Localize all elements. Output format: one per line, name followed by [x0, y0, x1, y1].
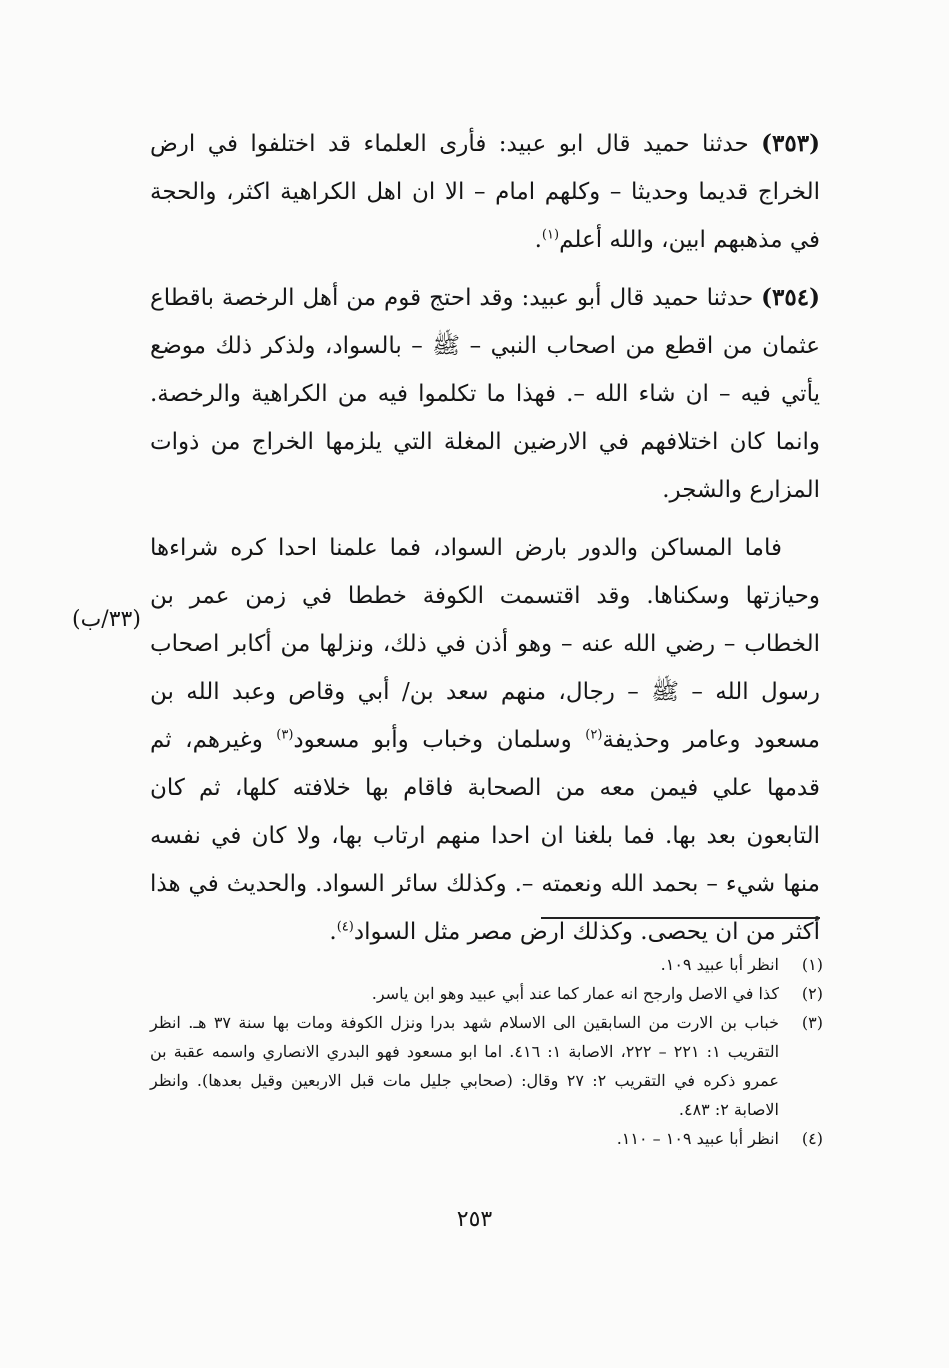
paragraph-text: وغيرهم، ثم قدمها علي فيمن معه من الصحابة فاقام بها خلافته كلها، ثم كان التابعون بعد بها. فما بلغنا ان احدا منهم ارتاب بها، ولا كان في نفسه منها شيء – بحمد الله ونعمته –. وكذلك سائر السواد. والحديث في هذا أكثر من ان يحصى. وكذلك ارض مصر مثل السواد	[150, 727, 820, 945]
footnote	[150, 1008, 823, 1124]
paragraph-continuation	[150, 524, 820, 956]
paragraph-number: (٣٥٣)	[761, 130, 820, 157]
footnote-ref: (١)	[541, 227, 560, 243]
footnote-ref: (٣)	[276, 727, 294, 743]
footnote-text: انظر أبا عبيد ١٠٩.	[660, 955, 779, 974]
footnote-text: كذا في الاصل وارجح انه عمار كما عند أبي عبيد وهو ابن ياسر.	[371, 984, 779, 1003]
paragraph-353	[150, 120, 820, 264]
main-text	[150, 120, 820, 956]
paragraph-354	[150, 274, 820, 514]
footnote	[150, 1124, 823, 1153]
footnote	[150, 950, 823, 979]
footnote-number: (٤)	[801, 1129, 823, 1148]
manuscript-folio-note: (٣٣/ب)	[72, 607, 141, 632]
paragraph-number: (٣٥٤)	[761, 284, 820, 311]
paragraph-text: حدثنا حميد قال أبو عبيد: وقد احتج قوم من أهل الرخصة باقطاع عثمان من اقطع من اصحاب النبي – ﷺ – بالسواد، ولذكر ذلك موضع يأتي فيه – ان شاء الله –. فهذا ما تكلموا فيه من الكراهية والرخصة. وانما كان اختلافهم في الارضين المغلة التي يلزمها الخراج من ذوات المزارع والشجر.	[150, 285, 820, 503]
footnote	[150, 979, 823, 1008]
paragraph-text: حدثنا حميد قال ابو عبيد: فأرى العلماء قد اختلفوا في ارض الخراج قديما وحديثا – وكلهم امام – الا ان اهل الكراهية اكثر، والحجة في مذهبهم ابين، والله أعلم	[150, 131, 820, 253]
footnotes	[150, 950, 823, 1153]
footnote-divider	[541, 917, 820, 919]
footnote-number: (١)	[801, 955, 823, 974]
paragraph-text: وسلمان وخباب وأبو مسعود	[293, 727, 586, 753]
paragraph-end: .	[534, 227, 542, 253]
footnote-number: (٢)	[801, 984, 823, 1003]
footnote-ref: (٢)	[585, 727, 603, 743]
footnote-text: خباب بن الارت من السابقين الى الاسلام شهد بدرا ونزل الكوفة ومات بها سنة ٣٧ هـ. انظر التقريب ١: ٢٢١ – ٢٢٢، الاصابة ١: ٤١٦. اما ابو مسعود فهو البدري الانصاري واسمه عقبة بن عمرو ذكره في التقريب ٢: ٢٧ وقال: (صحابي جليل مات قبل الاربعين وقيل بعدها). وانظر الاصابة ٢: ٤٨٣.	[150, 1013, 780, 1119]
footnote-text: انظر أبا عبيد ١٠٩ – ١١٠.	[616, 1129, 779, 1148]
paragraph-text: فاما المساكن والدور بارض السواد، فما علمنا احدا كره شراءها وحيازتها وسكناها. وقد اقتسمت الكوفة خططا في زمن عمر بن الخطاب – رضي الله عنه – وهو أذن في ذلك، ونزلها من أكابر اصحاب رسول الله – ﷺ – رجال، منهم سعد بن/ أبي وقاص وعبد الله بن مسعود وعامر وحذيفة	[150, 535, 820, 753]
page-number: ٢٥٣	[456, 1207, 493, 1232]
footnote-number: (٣)	[801, 1013, 823, 1032]
footnote-ref: (٤)	[336, 919, 354, 935]
paragraph-end: .	[329, 919, 337, 945]
